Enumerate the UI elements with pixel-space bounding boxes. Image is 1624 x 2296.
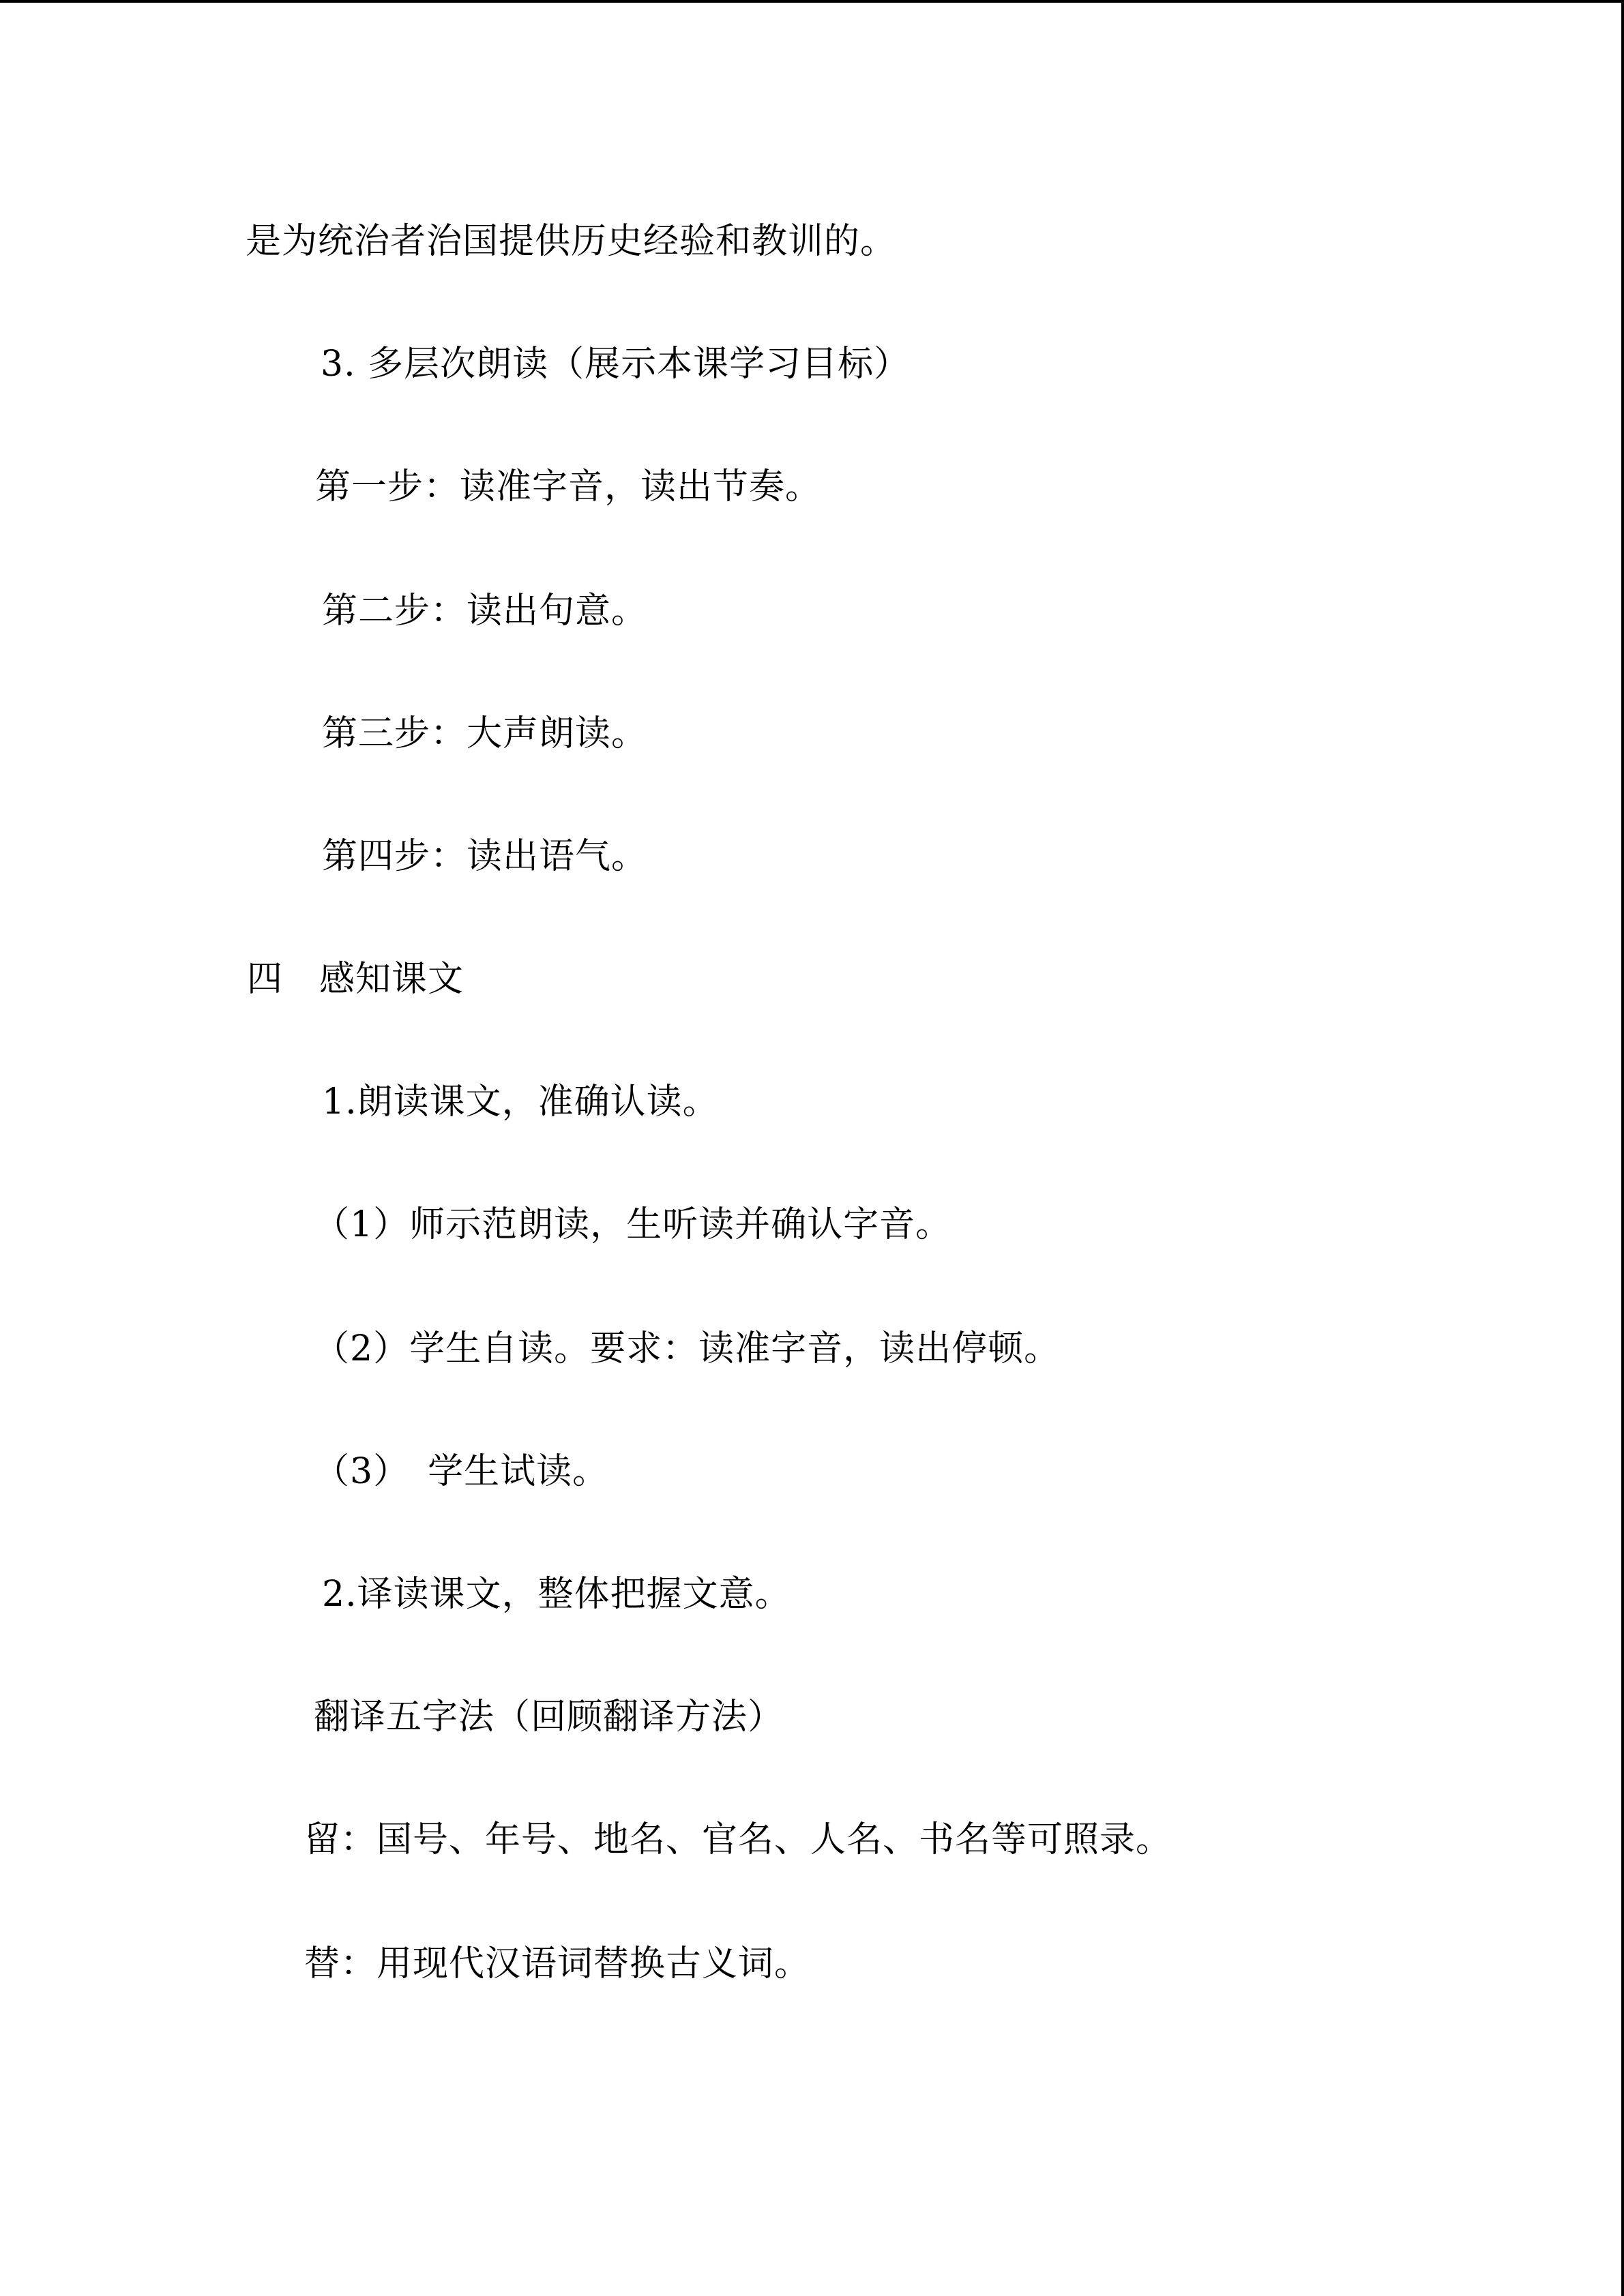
paragraph-line: （1）师示范朗读，生听读并确认字音。 [314,1204,952,1245]
paragraph-line: 第一步：读准字音，读出节奏。 [315,466,822,507]
paragraph-line: 替：用现代汉语词替换古义词。 [304,1943,811,1984]
paragraph-line: 翻译五字法（回顾翻译方法） [314,1697,784,1738]
paragraph-line: 1.朗读课文，准确认读。 [322,1082,719,1122]
paragraph-line: 第二步：读出句意。 [322,591,648,631]
section-heading: 四 感知课文 [247,959,464,1000]
paragraph-line: 2.译读课文，整体把握文意。 [322,1574,791,1615]
paragraph-line: （2）学生自读。要求：读准字音，读出停顿。 [314,1328,1061,1369]
paragraph-line: 第四步：读出语气。 [322,836,648,877]
paragraph-line: 留：国号、年号、地名、官名、人名、书名等可照录。 [304,1819,1172,1860]
paragraph-line: （3） 学生试读。 [314,1451,609,1492]
paragraph-line: 是为统治者治国提供历史经验和教训的。 [246,221,897,262]
paragraph-line: 第三步：大声朗读。 [322,713,648,754]
paragraph-line: 3. 多层次朗读（展示本课学习目标） [321,344,911,385]
